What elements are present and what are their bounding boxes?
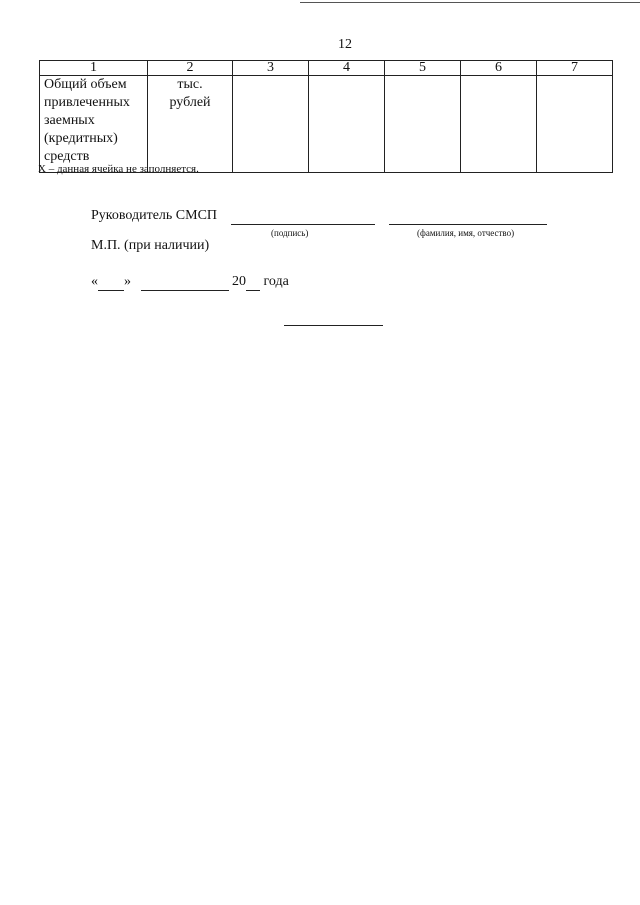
indicator-cell: [40, 76, 148, 173]
col-header-7: 7: [537, 61, 613, 76]
date-open-quote: «: [91, 274, 98, 289]
year-prefix: 20: [232, 274, 246, 289]
col-header-3: 3: [233, 61, 309, 76]
table-row: [40, 76, 613, 173]
table-note: X – данная ячейка не заполняется.: [38, 163, 199, 175]
col-header-1: 1: [40, 61, 148, 76]
end-divider: [284, 325, 383, 326]
year-suffix: года: [263, 274, 289, 289]
col-header-2: 2: [148, 61, 233, 76]
signature-caption: (подпись): [271, 228, 309, 238]
indicator-line-5: средств: [44, 149, 90, 164]
unit-line-2: рублей: [169, 95, 211, 110]
unit-cell: [148, 76, 233, 173]
date-row: [91, 274, 289, 291]
unit-line-1: тыс.: [177, 77, 203, 92]
col-header-4: 4: [309, 61, 385, 76]
col-header-5: 5: [385, 61, 461, 76]
col-header-6: 6: [461, 61, 537, 76]
signature-line: [231, 208, 375, 225]
name-line: [389, 208, 547, 225]
name-caption: (фамилия, имя, отчество): [417, 228, 515, 238]
indicator-line-4: (кредитных): [44, 131, 118, 146]
value-cell-3: [233, 76, 309, 173]
page-number: 12: [338, 37, 352, 52]
indicator-line-2: привлеченных: [44, 95, 130, 110]
stamp-label: М.П. (при наличии): [91, 238, 210, 253]
value-cell-4: [309, 76, 385, 173]
table-header-row: [40, 61, 613, 76]
day-blank: [98, 274, 124, 291]
month-blank: [141, 274, 229, 291]
indicator-line-1: Общий объем: [44, 77, 127, 92]
value-cell-5: [385, 76, 461, 173]
year-blank: [246, 274, 260, 291]
signature-label: Руководитель СМСП: [91, 208, 218, 223]
top-scan-line: [300, 2, 640, 3]
indicator-line-3: заемных: [44, 113, 95, 128]
value-cell-7: [537, 76, 613, 173]
value-cell-6: [461, 76, 537, 173]
data-table: [39, 60, 613, 173]
date-close-quote: »: [124, 274, 131, 289]
